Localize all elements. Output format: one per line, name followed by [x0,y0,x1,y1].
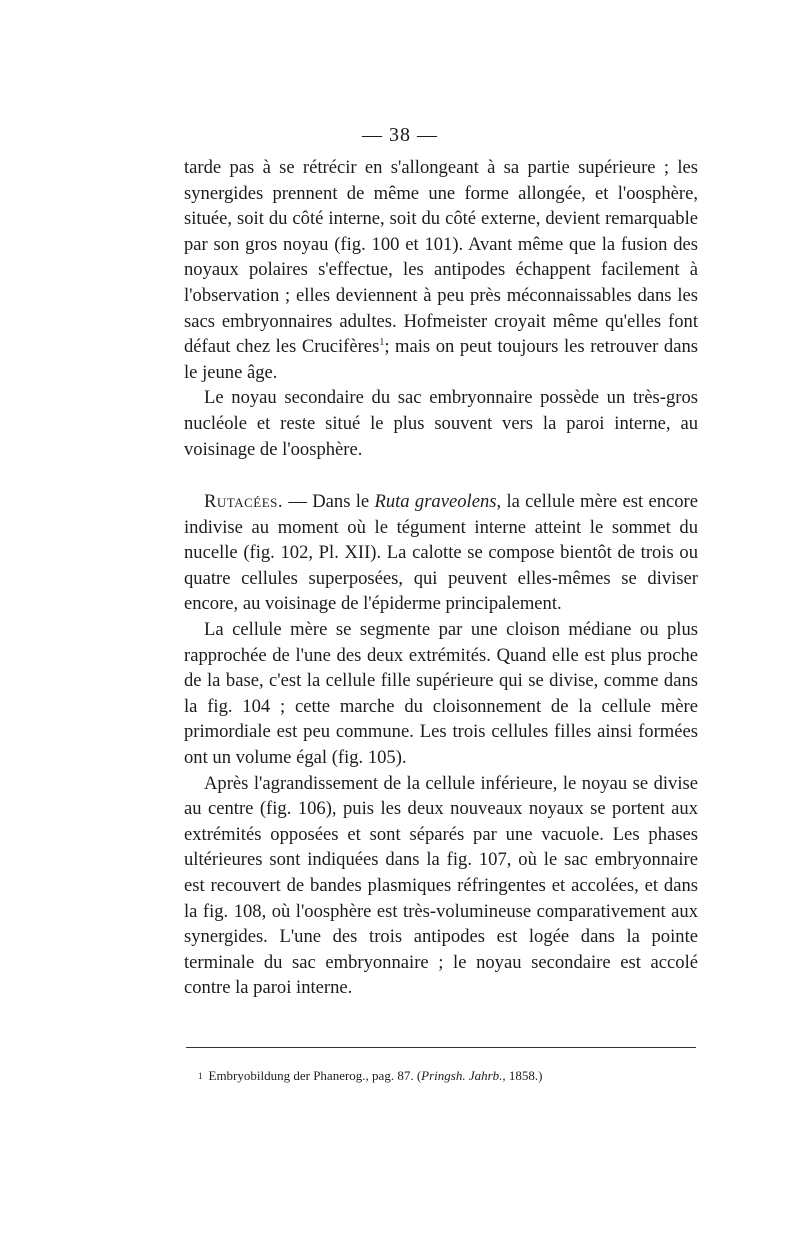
paragraph-1 [184,155,698,385]
paragraph-3-dash: — Dans le [283,491,375,512]
paragraph-3-text: , la cellule mère est encore indivise au moment où le tégument interne atteint le sommet du nucelle (fig. 102, Pl. XII). La calotte se compose bientôt de trois ou quatre cellules superposées, qui peuvent elles-mêmes se diviser encore, au voisinage de l'épiderme principalement. [184,491,698,615]
species-name: Ruta graveolens [374,491,497,512]
footnote-journal: Pringsh. Jahrb. [421,1068,503,1083]
footnote-text-b: , 1858.) [502,1068,543,1083]
paragraph-1-tail: ; mais on peut toujours les retrouver dans le jeune âge. [184,336,698,383]
paragraph-2: Le noyau secondaire du sac embryonnaire possède un très-gros nucléole et reste situé le plus souvent vers la paroi interne, au voisinage de l'oosphère. [184,387,698,460]
section-heading-rutacees: Rutacées. [204,491,284,512]
footnote-text-a: Embryobildung der Phanerog., pag. 87. ( [208,1068,422,1083]
paragraph-5: Après l'agrandissement de la cellule inférieure, le noyau se divise au centre (fig. 106), puis les deux nouveaux noyaux se portent aux extrémités opposées et sont séparés par une vacuole. Les phases ultérieures sont indiquées dans la fig. 107, où le sac embryonnaire est recouvert de bandes plasmiques réfringentes et accolées, et dans la fig. 108, où l'oosphère est très-volumineuse comparativement aux synergides. L'une des trois antipodes est logée dans la pointe terminale du sac embryonnaire ; le noyau secondaire est accolé contre la paroi interne. [184,772,698,999]
paragraph-3 [184,489,698,617]
footnote-divider [186,1047,696,1048]
text-block-upper [184,155,698,462]
footnote-reference: 1 [379,336,385,348]
paragraph-4: La cellule mère se segmente par une cloison médiane ou plus rapprochée de l'une des deux extrémités. Quand elle est plus proche de la base, c'est la cellule fille supérieure qui se divise, comme dans la fig. 104 ; cette marche du cloisonnement de la cellule mère primordiale est peu commune. Les trois cellules filles ainsi formées ont un volume égal (fig. 105). [184,618,698,768]
page-number: — 38 — [362,124,438,146]
text-block-lower [184,489,698,1001]
paragraph-1-text: tarde pas à se rétrécir en s'allongeant à sa partie supérieure ; les synergides prennent de même une forme allongée, et l'oosphère, située, soit du côté interne, soit du côté externe, devient remarquable par son gros noyau (fig. 100 et 101). Avant même que la fusion des noyaux polaires s'effectue, les antipodes échappent facilement à l'observation ; elles deviennent à peu près méconnaissables dans les sacs embryonnaires adultes. Hofmeister croyait même qu'elles font défaut chez les Crucifères [184,157,698,358]
footnote [198,1067,698,1085]
footnote-mark: 1 [198,1071,203,1081]
